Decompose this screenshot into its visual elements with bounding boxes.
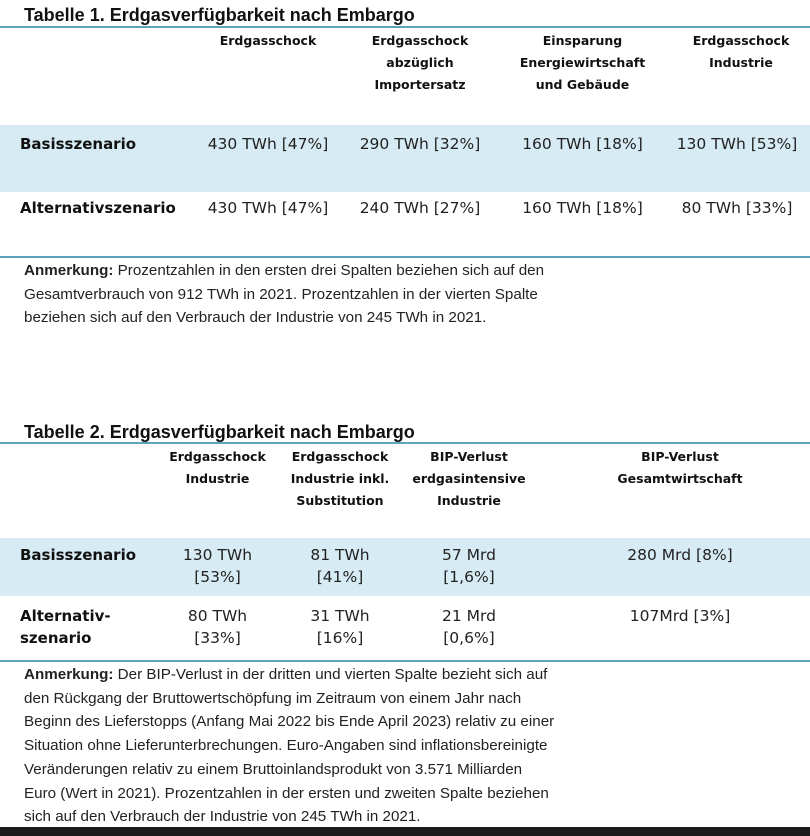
table1-top-rule [0, 26, 810, 28]
table2-row-label-1: Basisszenario [20, 546, 137, 564]
table1-note-label: Anmerkung: [24, 262, 114, 279]
table1-note: Anmerkung: Prozentzahlen in den ersten drei Spalten beziehen sich auf den Gesamtverbrauch von 912 TWh in 2021. Prozentzahlen in der vierten Spalte beziehen sich auf den Verbrauch der Industrie von 245 TWh in 2021. [24, 262, 545, 327]
table2-cell: 80 TWh [33%] [187, 607, 248, 647]
table2-col-header-4: BIP-Verlust Gesamtwirtschaft [617, 449, 743, 486]
table2-top-rule [0, 442, 810, 444]
table2-cell: 280 Mrd [8%] [627, 546, 733, 564]
table1-row-label-2: Alternativszenario [20, 199, 176, 217]
table2-cell: 130 TWh [53%] [182, 546, 253, 586]
table1-cell: 160 TWh [18%] [522, 135, 643, 153]
table1-col-header-2: Erdgasschock abzüglich Importersatz [371, 33, 469, 92]
table2-cell: 21 Mrd [0,6%] [442, 607, 496, 647]
bottom-edge-bar [0, 827, 810, 836]
table1-cell: 290 TWh [32%] [359, 135, 481, 153]
table1-col-header-4: Erdgasschock Industrie [692, 33, 790, 70]
table1-col-header-1: Erdgasschock [219, 33, 317, 48]
table2-col-header-1: Erdgasschock Industrie [169, 449, 266, 486]
table2-bottom-rule [0, 660, 810, 662]
table2-row-label-2: Alternativ- szenario [20, 607, 111, 647]
table2-col-header-3: BIP-Verlust erdgasintensive Industrie [412, 449, 526, 508]
table2-cell: 31 TWh [16%] [310, 607, 370, 647]
table1-title: Tabelle 1. Erdgasverfügbarkeit nach Embargo [24, 5, 415, 25]
table2-cell: 107Mrd [3%] [629, 607, 731, 625]
table2-cell: 57 Mrd [1,6%] [442, 546, 496, 586]
table2-title: Tabelle 2. Erdgasverfügbarkeit nach Embargo [24, 422, 415, 442]
table1-bottom-rule [0, 256, 810, 258]
table2-note-label: Anmerkung: [24, 666, 114, 683]
table2-cell: 81 TWh [41%] [310, 546, 370, 586]
table1-cell: 430 TWh [47%] [207, 199, 329, 217]
table1-row-label-1: Basisszenario [20, 135, 137, 153]
table2-col-header-2: Erdgasschock Industrie inkl. Substitution [290, 449, 390, 508]
table1-cell: 80 TWh [33%] [681, 199, 793, 217]
table1-cell: 240 TWh [27%] [359, 199, 481, 217]
table2-note: Anmerkung: Der BIP-Verlust in der dritten und vierten Spalte bezieht sich auf den Rückgang der Bruttowertschöpfung im Zeitraum von einem Jahr nach Beginn des Lieferstopps (Anfang Mai 2022 bis Ende April 2023) relativ zu einer Situation ohne Lieferunterbrechungen. Euro-Angaben sind inflationsbereinigte Veränderungen relativ zu einem Bruttoinlandsprodukt von 3.571 Milliarden Euro (Wert in 2021). Prozentzahlen in der ersten und zweiten Spalte beziehen sich auf den Verbrauch der Industrie von 245 TWh in 2021. [24, 666, 555, 826]
table1-cell: 130 TWh [53%] [676, 135, 798, 153]
table1-col-header-3: Einsparung Energiewirtschaft und Gebäude [519, 33, 646, 92]
table1-cell: 160 TWh [18%] [522, 199, 643, 217]
table1-cell: 430 TWh [47%] [207, 135, 329, 153]
